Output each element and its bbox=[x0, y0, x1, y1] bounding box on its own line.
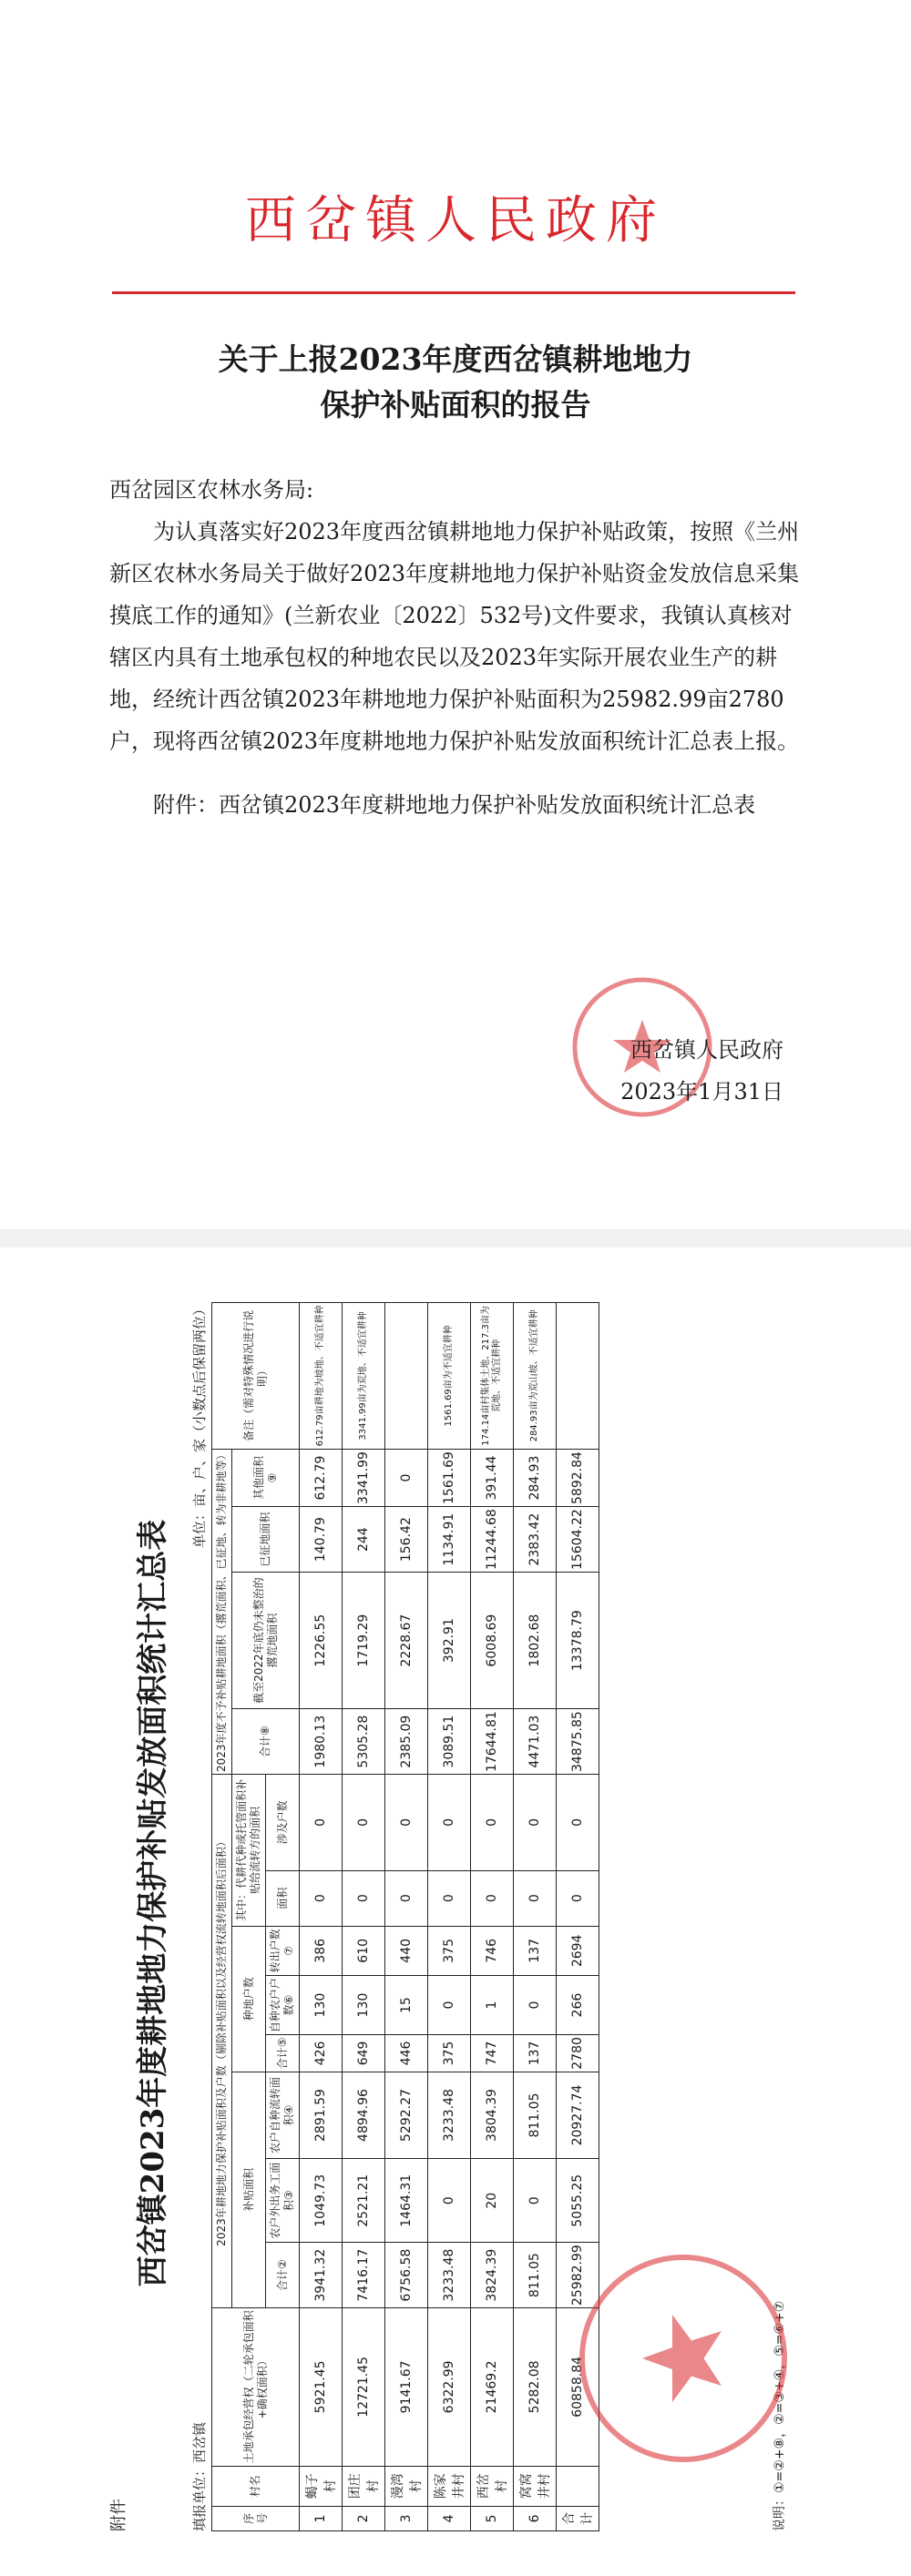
table-row bbox=[514, 1303, 557, 2531]
table-row bbox=[428, 1303, 471, 2531]
cell-ns-a: 1226.55 bbox=[300, 1573, 343, 1709]
cell-other-area: 0 bbox=[471, 1870, 514, 1926]
table-footnote: 说明：①=②+⑧，②=③+④，⑤=⑥+⑦ bbox=[773, 2300, 787, 2531]
cell-transfer: 440 bbox=[385, 1926, 428, 1975]
col-group-nonsub: 2023年度不予补贴耕地面积（撂荒面积、已征地、转为非耕地等） bbox=[212, 1449, 232, 1774]
title-line-2: 保护补贴面积的报告 bbox=[320, 387, 591, 423]
col-farming: 农户自种流转面积④ bbox=[266, 2072, 300, 2159]
col-other-group: 其中：代耕代种或托管面积补贴给流转方的面积 bbox=[232, 1775, 266, 1927]
cell-total-area: 60858.84 bbox=[557, 2308, 599, 2467]
cell-ns-total: 5305.28 bbox=[343, 1709, 385, 1775]
table-row bbox=[300, 1303, 343, 2531]
cell-seq: 2 bbox=[343, 2506, 385, 2530]
cell-other-hh: 0 bbox=[343, 1775, 385, 1871]
cell-migrant: 0 bbox=[428, 2159, 471, 2243]
cell-other-area: 0 bbox=[514, 1870, 557, 1926]
cell-total-area: 21469.2 bbox=[471, 2308, 514, 2467]
col-households: 种地户数 bbox=[232, 1926, 266, 2072]
cell-village: 西岔村 bbox=[471, 2466, 514, 2506]
cell-ns-b: 11244.68 bbox=[471, 1507, 514, 1573]
cell-ns-c: 1561.69 bbox=[428, 1449, 471, 1506]
cell-subsidy: 3824.39 bbox=[471, 2243, 514, 2308]
cell-other-hh: 0 bbox=[300, 1775, 343, 1871]
col-village: 村名 bbox=[212, 2466, 300, 2506]
cell-ns-b: 15604.22 bbox=[557, 1507, 599, 1573]
report-page bbox=[0, 0, 911, 1229]
cell-ns-total: 17644.81 bbox=[471, 1709, 514, 1775]
cell-hh: 446 bbox=[385, 2035, 428, 2072]
salutation: 西岔园区农林水务局: bbox=[109, 477, 314, 503]
cell-ns-b: 2383.42 bbox=[514, 1507, 557, 1573]
page-separator bbox=[0, 1229, 911, 1247]
cell-transfer: 2694 bbox=[557, 1926, 599, 1975]
cell-farming: 3804.39 bbox=[471, 2072, 514, 2159]
cell-migrant: 2521.21 bbox=[343, 2159, 385, 2243]
cell-seq: 3 bbox=[385, 2506, 428, 2530]
cell-ns-a: 1719.29 bbox=[343, 1573, 385, 1709]
body-paragraph: 为认真落实好2023年度西岔镇耕地地力保护补贴政策，按照《兰州新区农林水务局关于做好2023年度耕地地力保护补贴资金发放信息采集摸底工作的通知》(兰新农业〔2022〕532号)文件要求，我镇认真核对辖区内具有土地承包权的种地农民以及2023年实际开展农业生产的耕地，经统计西岔镇2023年耕地地力保护补贴面积为25982.99亩2780户，现将西岔镇2023年度耕地地力保护补贴发放面积统计汇总表上报。 bbox=[109, 519, 800, 754]
cell-farming: 4894.96 bbox=[343, 2072, 385, 2159]
report-body bbox=[109, 469, 802, 826]
cell-remark: 174.14亩村集体土地、217.3亩为荒地、不适宜耕种 bbox=[471, 1303, 514, 1450]
cell-self: 0 bbox=[514, 1976, 557, 2035]
cell-other-area: 0 bbox=[343, 1870, 385, 1926]
cell-ns-total: 1980.13 bbox=[300, 1709, 343, 1775]
cell-self: 130 bbox=[343, 1976, 385, 2035]
cell-remark: 1561.69亩为不适宜耕种 bbox=[428, 1303, 471, 1450]
cell-hh: 2780 bbox=[557, 2035, 599, 2072]
cell-ns-a: 392.91 bbox=[428, 1573, 471, 1709]
col-self-hh: 自种农户户数⑥ bbox=[266, 1976, 300, 2035]
attachment-page bbox=[0, 1247, 911, 2576]
cell-ns-total: 3089.51 bbox=[428, 1709, 471, 1775]
cell-ns-a: 13378.79 bbox=[557, 1573, 599, 1709]
cell-ns-b: 244 bbox=[343, 1507, 385, 1573]
cell-transfer: 375 bbox=[428, 1926, 471, 1975]
cell-hh: 137 bbox=[514, 2035, 557, 2072]
cell-other-hh: 0 bbox=[428, 1775, 471, 1871]
cell-other-hh: 0 bbox=[385, 1775, 428, 1871]
summary-table bbox=[211, 1302, 599, 2531]
col-other-area: 面积 bbox=[266, 1870, 300, 1926]
table-row bbox=[471, 1303, 514, 2531]
cell-farming: 20927.74 bbox=[557, 2072, 599, 2159]
signature-org: 西岔镇人民政府 bbox=[630, 1037, 783, 1063]
red-divider bbox=[112, 291, 795, 294]
cell-ns-b: 140.79 bbox=[300, 1507, 343, 1573]
table-row bbox=[343, 1303, 385, 2531]
col-group-main: 2023年耕地地力保护补贴面积及户数（剔除补贴面积以及经营权流转地面积后面积） bbox=[212, 1775, 232, 2308]
cell-ns-total: 2385.09 bbox=[385, 1709, 428, 1775]
cell-subsidy: 3941.32 bbox=[300, 2243, 343, 2308]
cell-ns-c: 612.79 bbox=[300, 1449, 343, 1506]
cell-ns-c: 5892.84 bbox=[557, 1449, 599, 1506]
cell-self: 266 bbox=[557, 1976, 599, 2035]
col-ns-a: 截至2022年底仍未整治的撂荒地面积 bbox=[232, 1573, 300, 1709]
cell-ns-a: 6008.69 bbox=[471, 1573, 514, 1709]
government-header: 西岔镇人民政府 bbox=[245, 191, 666, 250]
cell-farming: 811.05 bbox=[514, 2072, 557, 2159]
attachment-note: 附件：西岔镇2023年度耕地地力保护补贴发放面积统计汇总表 bbox=[153, 792, 756, 818]
cell-self: 1 bbox=[471, 1976, 514, 2035]
cell-subsidy: 811.05 bbox=[514, 2243, 557, 2308]
cell-farming: 5292.27 bbox=[385, 2072, 428, 2159]
cell-village: 蝎子村 bbox=[300, 2466, 343, 2506]
cell-migrant: 5055.25 bbox=[557, 2159, 599, 2243]
cell-ns-total: 34875.85 bbox=[557, 1709, 599, 1775]
col-ns-total: 合计⑧ bbox=[232, 1709, 300, 1775]
report-title bbox=[0, 337, 911, 428]
col-migrant: 农户外出务工面积③ bbox=[266, 2159, 300, 2243]
cell-ns-a: 2228.67 bbox=[385, 1573, 428, 1709]
cell-ns-b: 1134.91 bbox=[428, 1507, 471, 1573]
cell-seq: 6 bbox=[514, 2506, 557, 2530]
cell-ns-c: 284.93 bbox=[514, 1449, 557, 1506]
cell-village: 漫湾村 bbox=[385, 2466, 428, 2506]
signature-date: 2023年1月31日 bbox=[620, 1079, 783, 1105]
cell-ns-c: 391.44 bbox=[471, 1449, 514, 1506]
col-total-area: 土地承包经营权（二轮承包面积+确权面积） bbox=[212, 2308, 300, 2467]
cell-remark bbox=[385, 1303, 428, 1450]
cell-seq: 5 bbox=[471, 2506, 514, 2530]
cell-hh: 375 bbox=[428, 2035, 471, 2072]
cell-other-area: 0 bbox=[428, 1870, 471, 1926]
cell-other-area: 0 bbox=[300, 1870, 343, 1926]
col-ns-c: 其他面积⑨ bbox=[232, 1449, 300, 1506]
col-hh-total: 合计⑤ bbox=[266, 2035, 300, 2072]
cell-other-area: 0 bbox=[385, 1870, 428, 1926]
cell-subsidy: 6756.58 bbox=[385, 2243, 428, 2308]
rotated-table-content bbox=[100, 1266, 811, 2540]
cell-hh: 649 bbox=[343, 2035, 385, 2072]
cell-subsidy: 25982.99 bbox=[557, 2243, 599, 2308]
cell-migrant: 1464.31 bbox=[385, 2159, 428, 2243]
official-seal-icon bbox=[574, 2249, 793, 2468]
cell-ns-a: 1802.68 bbox=[514, 1573, 557, 1709]
cell-seq: 合计 bbox=[557, 2506, 599, 2530]
cell-village: 陈家井村 bbox=[428, 2466, 471, 2506]
cell-self: 15 bbox=[385, 1976, 428, 2035]
cell-total-area: 6322.99 bbox=[428, 2308, 471, 2467]
table-title: 西岔镇2023年度耕地地力保护补贴发放面积统计汇总表 bbox=[135, 1519, 171, 2287]
cell-seq: 4 bbox=[428, 2506, 471, 2530]
cell-other-hh: 0 bbox=[557, 1775, 599, 1871]
col-sub-total: 合计② bbox=[266, 2243, 300, 2308]
cell-village: 团庄村 bbox=[343, 2466, 385, 2506]
cell-village bbox=[557, 2466, 599, 2506]
cell-village: 窝窝井村 bbox=[514, 2466, 557, 2506]
attachment-label: 附件 bbox=[109, 2499, 128, 2531]
signature-block bbox=[492, 1029, 783, 1113]
cell-ns-b: 156.42 bbox=[385, 1507, 428, 1573]
col-subsidy-area: 补贴面积 bbox=[232, 2072, 266, 2307]
cell-ns-c: 3341.99 bbox=[343, 1449, 385, 1506]
cell-transfer: 610 bbox=[343, 1926, 385, 1975]
rotated-table-frame bbox=[100, 1266, 811, 2540]
cell-migrant: 1049.73 bbox=[300, 2159, 343, 2243]
cell-other-hh: 0 bbox=[471, 1775, 514, 1871]
unit-note: 单位：亩、户、家（小数点后保留两位） bbox=[191, 1302, 208, 1549]
cell-remark: 3341.99亩为荒地、不适宜耕种 bbox=[343, 1303, 385, 1450]
cell-migrant: 0 bbox=[514, 2159, 557, 2243]
cell-ns-c: 0 bbox=[385, 1449, 428, 1506]
col-other-hh: 涉及户数 bbox=[266, 1775, 300, 1871]
cell-farming: 2891.59 bbox=[300, 2072, 343, 2159]
cell-other-hh: 0 bbox=[514, 1775, 557, 1871]
cell-total-area: 12721.45 bbox=[343, 2308, 385, 2467]
cell-transfer: 746 bbox=[471, 1926, 514, 1975]
cell-remark: 284.93亩为荒山坡、不适宜耕种 bbox=[514, 1303, 557, 1450]
cell-remark: 612.79亩耕地为坡地、不适宜耕种 bbox=[300, 1303, 343, 1450]
cell-subsidy: 3233.48 bbox=[428, 2243, 471, 2308]
cell-remark bbox=[557, 1303, 599, 1450]
cell-subsidy: 7416.17 bbox=[343, 2243, 385, 2308]
table-row bbox=[385, 1303, 428, 2531]
cell-self: 0 bbox=[428, 1976, 471, 2035]
col-ns-b: 已征地面积 bbox=[232, 1507, 300, 1573]
cell-migrant: 20 bbox=[471, 2159, 514, 2243]
title-line-1: 关于上报2023年度西岔镇耕地地力 bbox=[218, 341, 693, 377]
col-seq: 序号 bbox=[212, 2506, 300, 2530]
cell-total-area: 9141.67 bbox=[385, 2308, 428, 2467]
cell-farming: 3233.48 bbox=[428, 2072, 471, 2159]
cell-ns-total: 4471.03 bbox=[514, 1709, 557, 1775]
cell-transfer: 137 bbox=[514, 1926, 557, 1975]
col-remark: 备注（需对特殊情况进行说明） bbox=[212, 1303, 300, 1450]
table-body bbox=[300, 1303, 599, 2531]
cell-other-area: 0 bbox=[557, 1870, 599, 1926]
cell-self: 130 bbox=[300, 1976, 343, 2035]
col-transfer-hh: 转出户数⑦ bbox=[266, 1926, 300, 1975]
cell-hh: 747 bbox=[471, 2035, 514, 2072]
cell-seq: 1 bbox=[300, 2506, 343, 2530]
fill-unit: 填报单位：西岔镇 bbox=[191, 2421, 208, 2531]
cell-total-area: 5921.45 bbox=[300, 2308, 343, 2467]
cell-hh: 426 bbox=[300, 2035, 343, 2072]
cell-total-area: 5282.08 bbox=[514, 2308, 557, 2467]
cell-transfer: 386 bbox=[300, 1926, 343, 1975]
